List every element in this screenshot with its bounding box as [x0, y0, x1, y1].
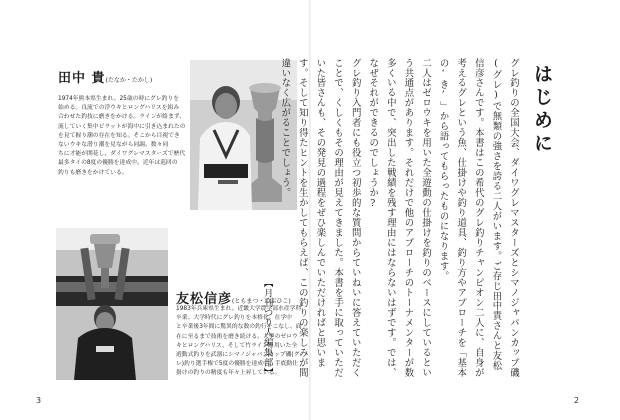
tanaka-bio [58, 95, 186, 178]
intro-paragraph: グレ釣りの全国大会、ダイワグレマスターズとシマノジャパンカップ磯(グレ)で無類の強さを誇る二人がいます。ご存じ田中貴さんと友松信彦さんです。本書はこの希代のグレ釣りチャンピオン二人に、自身が考えるグレという魚、仕掛けや釣り道具、釣り方やアプローチを「基本の‘き’」から語ってもらったものになります。 [437, 58, 519, 378]
bio-line: 在に至るまで技術を磨き続ける。大型のゼロウ [176, 333, 298, 340]
tanaka-name: 田中 貴 [58, 71, 106, 86]
tomomatsu-name: 友松信彦 [176, 292, 233, 307]
bio-line: キとロングハリス、そして竹ラインを用いた全 [176, 342, 298, 349]
left-page-number: 3 [36, 396, 42, 405]
bio-line: 最多タイの8度の優勝を達成中。近年は巡回の [58, 160, 178, 167]
intro-paragraph: 二人はゼロウキを用いた全遊動の仕掛けを釣りのベースにしているという共通点があります。それだけで他のアプローチのトーナメンターが数多くいる中で、突出した戦績を残す理由にはならないはずです。では、なぜそれができるのでしょうか? [367, 58, 432, 378]
bio-line: 掛けの釣りの精度も年々上昇している。 [176, 370, 281, 377]
bio-line: 1974年熊本県生まれ。25歳の時にグレ釣りを [58, 96, 180, 102]
bio-line: と卒業後3年間に驚異的な数の釣行をこなし、面 [176, 324, 302, 331]
bio-line: 遊動式釣りを武器にシマノジャパンカップ磯(グ [176, 352, 300, 359]
bio-line: レ)釣り選手権で5度の優勝を達成中。手底動仕 [176, 361, 298, 368]
tanaka-reading: (たなか・たかし) [105, 77, 153, 84]
tomomatsu-reading: (ともまつ・のぶひこ) [232, 298, 291, 305]
bio-line: 1983年兵庫県生まれ。近畿大学農学部水産学科 [176, 306, 302, 312]
bio-line: 流していく集中ビラットが海中に引き込まれたの [58, 123, 186, 130]
intro-paragraph: グレ釣り入門者にも役立つ初歩的な質問からていねいに答えていただくことで、くしくもその理由が見えてきました。本書を手に取っていただいた皆さんも、その発見の過程をぜひ楽しんでいただければと思います。そして知り得たヒントを生かしてもらえば、この釣りの楽しみが間違いなく広がることでしょう。 [279, 58, 361, 378]
bio-line: 釣りも磨きをかけている。 [58, 169, 128, 176]
bio-line: 始める。良流での浮ウキとロングハリスを組み [58, 105, 180, 112]
bio-line: ないウキな潜り潮を見ながら同調。数々同 [58, 142, 169, 149]
bio-line: を見て握り潮の存在を知る。そこから目視でき [58, 132, 180, 139]
editor-signature: 【月刊つり人編集部】 [261, 278, 273, 378]
bio-line: 卒業。大学時代にグレ釣りを本格化。在学中 [176, 315, 292, 322]
right-page-number: 2 [574, 396, 580, 405]
bio-line: ちに才能が開花し、ダイワグレマスターズで歴代 [58, 151, 186, 158]
tomomatsu-trophy-photo [56, 228, 168, 380]
tanaka-name-block [58, 67, 152, 86]
bio-line: 合わせた釣技に磨きをかける。ラインが絡まず、 [58, 114, 185, 121]
intro-heading: はじめに [531, 64, 553, 156]
